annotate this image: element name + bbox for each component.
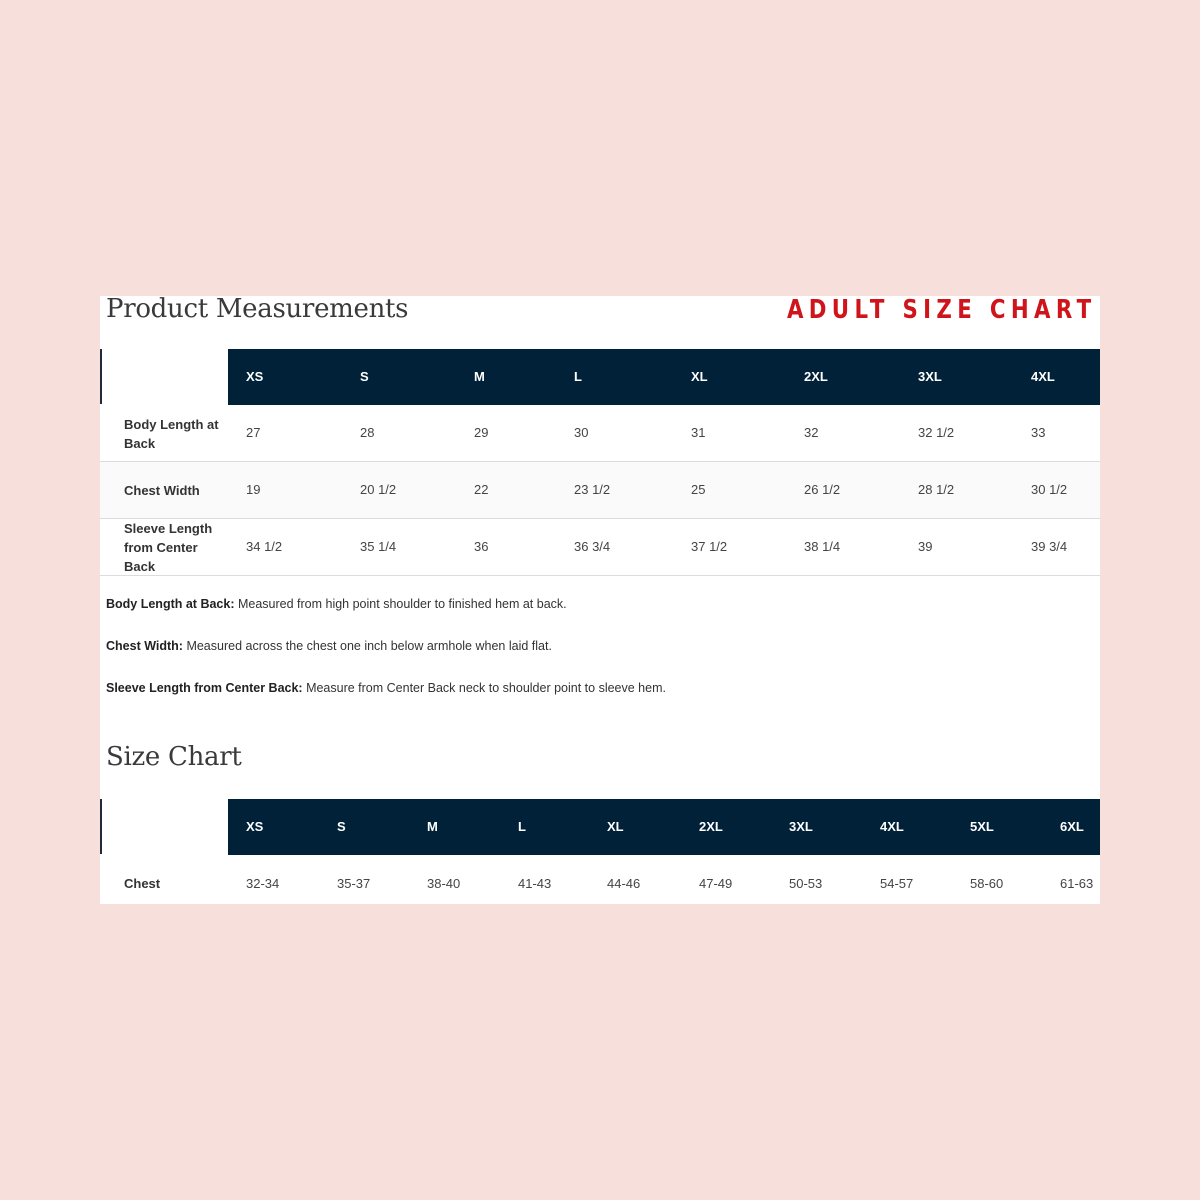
table-cell: 30 1/2 <box>1031 482 1068 497</box>
size-header-l: L <box>518 819 526 834</box>
table-cell: 38 1/4 <box>804 539 841 554</box>
table-cell: 29 <box>474 425 489 440</box>
size-header-2xl: 2XL <box>804 369 828 384</box>
size-header-xs: XS <box>246 819 264 834</box>
row-label-chest: Chest <box>124 875 161 891</box>
row-label-sleeve-length: Sleeve Length from Center Back <box>124 521 213 574</box>
table-cell: 47-49 <box>699 876 733 891</box>
table-row <box>100 519 1100 576</box>
table-cell: 31 <box>691 425 706 440</box>
table-cell: 23 1/2 <box>574 482 611 497</box>
table-cell: 32 1/2 <box>918 425 955 440</box>
size-header-xl: XL <box>691 369 708 384</box>
table-cell: 28 1/2 <box>918 482 955 497</box>
table-row <box>100 405 1100 462</box>
size-header-6xl: 6XL <box>1060 819 1084 834</box>
table-row <box>100 462 1100 519</box>
table-cell: 35 1/4 <box>360 539 397 554</box>
size-header-2xl: 2XL <box>699 819 723 834</box>
table-cell: 50-53 <box>789 876 823 891</box>
table-cell: 28 <box>360 425 375 440</box>
size-header-l: L <box>574 369 582 384</box>
table-cell: 36 3/4 <box>574 539 611 554</box>
note-term: Sleeve Length from Center Back: <box>106 681 303 695</box>
table-cell: 58-60 <box>970 876 1004 891</box>
note-term: Body Length at Back: <box>106 597 235 611</box>
note-text: Measured from high point shoulder to finished hem at back. <box>234 597 567 611</box>
size-header-5xl: 5XL <box>970 819 994 834</box>
size-header-4xl: 4XL <box>1031 369 1055 384</box>
size-header-3xl: 3XL <box>918 369 942 384</box>
table-cell: 35-37 <box>337 876 371 891</box>
size-chart-title: Size Chart <box>106 742 242 772</box>
table-cell: 30 <box>574 425 589 440</box>
size-header-xs: XS <box>246 369 264 384</box>
table-cell: 39 3/4 <box>1031 539 1068 554</box>
table-cell: 39 <box>918 539 933 554</box>
size-header-xl: XL <box>607 819 624 834</box>
size-header-m: M <box>474 369 485 384</box>
table-cell: 36 <box>474 539 489 554</box>
table-cell: 32-34 <box>246 876 280 891</box>
size-chart-header <box>228 799 1100 855</box>
table-cell: 32 <box>804 425 819 440</box>
size-header-s: S <box>337 819 346 834</box>
table-cell: 25 <box>691 482 706 497</box>
table-cell: 34 1/2 <box>246 539 283 554</box>
table-cell: 27 <box>246 425 261 440</box>
table-cell: 26 1/2 <box>804 482 841 497</box>
table-cell: 33 <box>1031 425 1046 440</box>
note-text: Measured across the chest one inch below armhole when laid flat. <box>182 639 552 653</box>
size-header-m: M <box>427 819 438 834</box>
table-cell: 54-57 <box>880 876 914 891</box>
table-cell: 22 <box>474 482 489 497</box>
note-term: Chest Width: <box>106 639 183 653</box>
note-text: Measure from Center Back neck to shoulder point to sleeve hem. <box>302 681 666 695</box>
table-cell: 20 1/2 <box>360 482 397 497</box>
table-cell: 38-40 <box>427 876 461 891</box>
size-header-3xl: 3XL <box>789 819 813 834</box>
note-chest-width <box>106 639 552 653</box>
size-header-4xl: 4XL <box>880 819 904 834</box>
row-label-body-length: Body Length at Back <box>124 416 219 451</box>
table-accent-bar <box>100 349 102 404</box>
table-cell: 41-43 <box>518 876 552 891</box>
note-body-length <box>106 597 567 611</box>
table-cell: 61-63 <box>1060 876 1094 891</box>
note-sleeve-length <box>106 681 666 695</box>
table-row <box>100 855 1100 904</box>
size-chart-card <box>100 296 1100 904</box>
table-cell: 44-46 <box>607 876 641 891</box>
table-cell: 37 1/2 <box>691 539 728 554</box>
table-cell: 19 <box>246 482 261 497</box>
row-label-chest-width: Chest Width <box>124 483 200 498</box>
measurements-header <box>228 349 1100 405</box>
measurements-title: Product Measurements <box>106 294 409 324</box>
table-accent-bar <box>100 799 102 854</box>
size-header-s: S <box>360 369 369 384</box>
adult-size-chart-badge: ADULT SIZE CHART <box>786 295 1096 325</box>
